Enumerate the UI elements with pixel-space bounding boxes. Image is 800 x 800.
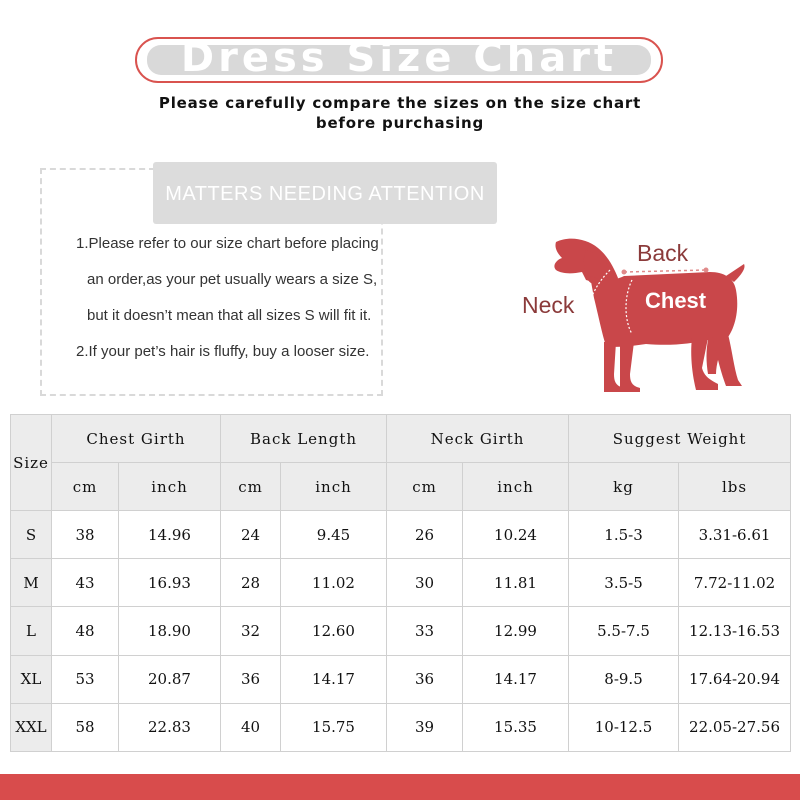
table-cell: 22.05-27.56: [679, 703, 791, 751]
group-header-back-length: Back Length: [221, 415, 387, 463]
table-cell: 48: [52, 607, 119, 655]
group-header-row: [11, 415, 791, 463]
table-cell: 20.87: [119, 655, 221, 703]
notice-line-3: but it doesn’t mean that all sizes S will fit it.: [87, 307, 372, 324]
table-row: [11, 703, 791, 751]
title-banner: [135, 37, 663, 83]
table-cell: 53: [52, 655, 119, 703]
table-cell: 30: [387, 559, 463, 607]
size-table: [10, 414, 791, 752]
notice-line-2: an order,as your pet usually wears a size S,: [87, 271, 378, 288]
table-cell: 22.83: [119, 703, 221, 751]
table-cell: 10.24: [463, 511, 569, 559]
neck-label: Neck: [522, 292, 575, 318]
table-cell: 3.5-5: [569, 559, 679, 607]
table-row: [11, 655, 791, 703]
chest-label: Chest: [645, 288, 707, 313]
table-cell: 14.17: [281, 655, 387, 703]
back-label: Back: [637, 240, 689, 266]
table-cell: 11.81: [463, 559, 569, 607]
group-header-suggest-weight: Suggest Weight: [569, 415, 791, 463]
table-cell: 14.96: [119, 511, 221, 559]
table-cell: 8-9.5: [569, 655, 679, 703]
size-cell: S: [11, 511, 52, 559]
table-cell: 58: [52, 703, 119, 751]
size-header: Size: [11, 415, 52, 511]
unit-header: lbs: [679, 463, 791, 511]
table-cell: 36: [387, 655, 463, 703]
table-cell: 33: [387, 607, 463, 655]
size-cell: L: [11, 607, 52, 655]
table-cell: 5.5-7.5: [569, 607, 679, 655]
subtitle-line-1: Please carefully compare the sizes on the size chart: [158, 94, 642, 112]
unit-header: kg: [569, 463, 679, 511]
unit-header-row: [11, 463, 791, 511]
table-row: [11, 559, 791, 607]
group-header-neck-girth: Neck Girth: [387, 415, 569, 463]
size-cell: XXL: [11, 703, 52, 751]
notice-line-1: 1.Please refer to our size chart before placing: [76, 235, 379, 252]
table-cell: 3.31-6.61: [679, 511, 791, 559]
table-cell: 39: [387, 703, 463, 751]
table-cell: 32: [221, 607, 281, 655]
table-cell: 12.13-16.53: [679, 607, 791, 655]
table-cell: 18.90: [119, 607, 221, 655]
table-cell: 24: [221, 511, 281, 559]
table-cell: 11.02: [281, 559, 387, 607]
table-cell: 9.45: [281, 511, 387, 559]
table-cell: 7.72-11.02: [679, 559, 791, 607]
table-cell: 15.35: [463, 703, 569, 751]
unit-header: inch: [463, 463, 569, 511]
table-cell: 10-12.5: [569, 703, 679, 751]
unit-header: cm: [221, 463, 281, 511]
unit-header: cm: [52, 463, 119, 511]
table-row: [11, 607, 791, 655]
table-cell: 14.17: [463, 655, 569, 703]
table-cell: 40: [221, 703, 281, 751]
table-cell: 1.5-3: [569, 511, 679, 559]
unit-header: inch: [119, 463, 221, 511]
table-cell: 43: [52, 559, 119, 607]
table-row: [11, 511, 791, 559]
table-cell: 12.99: [463, 607, 569, 655]
page-title: Dress Size Chart: [180, 35, 618, 81]
size-cell: XL: [11, 655, 52, 703]
notice-line-4: 2.If your pet’s hair is fluffy, buy a looser size.: [76, 343, 370, 360]
table-cell: 17.64-20.94: [679, 655, 791, 703]
table-cell: 16.93: [119, 559, 221, 607]
table-cell: 26: [387, 511, 463, 559]
subtitle-line-2: before purchasing: [315, 114, 485, 132]
table-cell: 36: [221, 655, 281, 703]
table-cell: 28: [221, 559, 281, 607]
table-cell: 38: [52, 511, 119, 559]
dog-illustration: [520, 234, 750, 394]
unit-header: inch: [281, 463, 387, 511]
notice-header: MATTERS NEEDING ATTENTION: [153, 162, 497, 224]
size-cell: M: [11, 559, 52, 607]
bottom-accent-bar: [0, 774, 800, 800]
group-header-chest-girth: Chest Girth: [52, 415, 221, 463]
table-cell: 12.60: [281, 607, 387, 655]
unit-header: cm: [387, 463, 463, 511]
table-cell: 15.75: [281, 703, 387, 751]
subtitle: [150, 93, 650, 133]
